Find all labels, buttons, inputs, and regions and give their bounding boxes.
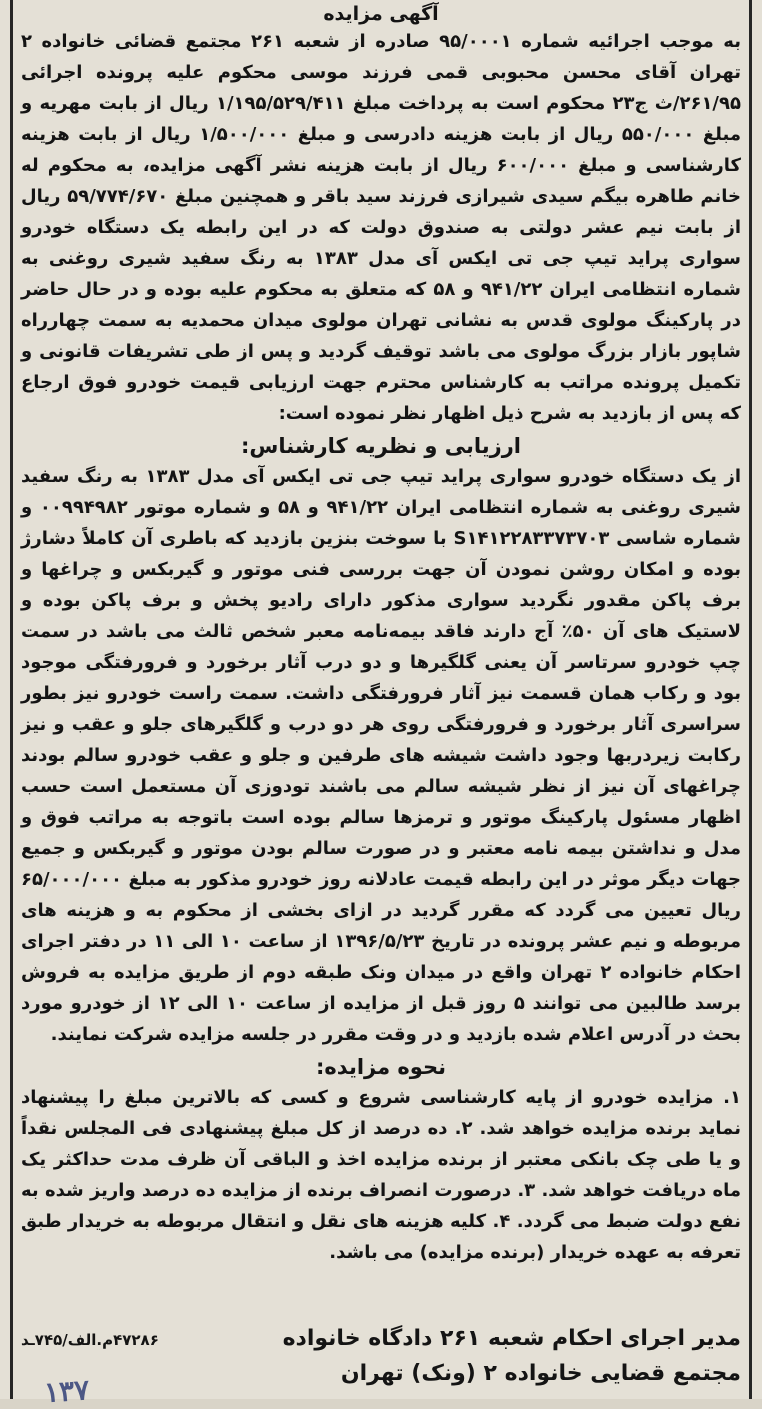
expert-heading: ارزیابی و نظریه کارشناس: (241, 434, 521, 458)
notice-body (21, 0, 741, 1399)
signature-row-1 (21, 1322, 741, 1357)
method-heading: نحوه مزایده: (316, 1055, 446, 1079)
notice-frame (10, 0, 752, 1399)
notice-title: آگهی مزایده (323, 3, 439, 25)
method-paragraph: ۱. مزایده خودرو از پایه کارشناسی شروع و کسی که بالاترین مبلغ را پیشنهاد نماید برنده مزایده خواهد شد. ۲. ده درصد از کل مبلغ پیشنهادی فی المجلس نقداً و یا طی چک بانکی معتبر از برنده مزایده اخذ و الباقی آن ظرف مدت حداکثر یک ماه دریافت خواهد شد. ۳. درصورت انصراف برنده از مزایده ده درصد واریز شده به نفع دولت ضبط می گردد. ۴. کلیه هزینه های نقل و انتقال مربوطه به خریدار طبق تعرفه به عهده خریدار (برنده مزایده) می باشد. (21, 1087, 742, 1263)
expert-paragraph: از یک دستگاه خودرو سواری پراید تیپ جی تی ایکس آی مدل ۱۳۸۳ به رنگ سفید شیری روغنی به شماره انتظامی ایران ۹۴۱/۲۲ و ۵۸ و شماره موتور ۰۰۹۹۴۹۸۲ و شماره شاسی S۱۴۱۲۲۸۳۳۷۳۷۰۳ با سوخت بنزین بازدید که باطری آن کاملاً دشارژ بوده و امکان روشن نمودن آن جهت بررسی فنی موتور و گیربکس و چراغها و برف پاکن مقدور نگردید سواری مذکور دارای رادیو پخش و برف پاکن بوده و لاستیک های آن ۵۰٪ آج دارند فاقد بیمه‌نامه معبر شخص ثالث می باشد در سمت چپ خودرو سرتاسر آن یعنی گلگیرها و دو درب آثار برخورد و فرورفتگی موجود بود و رکاب همان قسمت نیز آثار فرورفتگی داشت. سمت راست خودرو نیز بطور سراسری آثار برخورد و فرورفتگی روی هر دو درب و گلگیرهای جلو و عقب و نیز رکابت زیردربها وجود داشت شیشه های طرفین و جلو و عقب خودرو سالم بودند چراغهای آن نیز از نظر شیشه سالم می باشند تودوزی آن مستعمل است حسب اظهار مسئول پارکینگ موتور و ترمزها سالم بوده است باتوجه به مراتب فوق و مدل و نداشتن بیمه نامه معتبر و در صورت سالم بودن موتور و گیربکس و جمیع جهات دیگر موثر در این رابطه قیمت عادلانه روز خودرو مذکور به مبلغ ۶۵/۰۰۰/۰۰۰ ریال تعیین می گردد که مقرر گردید در ازای بخشی از محکوم به و هزینه های مربوطه و نیم عشر پرونده در تاریخ ۱۳۹۶/۵/۲۳ از ساعت ۱۰ الی ۱۱ در دفتر اجرای احکام خانواده ۲ تهران واقع در میدان ونک طبقه دوم از طریق مزایده به فروش برسد طالبین می توانند ۵ روز قبل از مزایده از ساعت ۱۰ الی ۱۲ از خودرو مورد بحث در آدرس اعلام شده بازدید و در وقت مقرر در جلسه مزایده شرکت نمایند. (21, 466, 741, 1045)
signature-title: مدیر اجرای احکام شعبه ۲۶۱ دادگاه خانواده (282, 1326, 741, 1351)
reference-code: ۴۷۲۸۶م.الف/۷۴۵ـد (21, 1331, 159, 1349)
intro-paragraph: به موجب اجرائیه شماره ۹۵/۰۰۰۱ صادره از شعبه ۲۶۱ مجتمع قضائی خانواده ۲ تهران آقای محسن محبوبی قمی فرزند موسی محکوم علیه پرونده اجرائی ۲۶۱/۹۵/ث ج۲۳ محکوم است به پرداخت مبلغ ۱/۱۹۵/۵۲۹/۴۱۱ ریال از بابت مهریه و مبلغ ۵۵۰/۰۰۰ ریال از بابت هزینه دادرسی و مبلغ ۱/۵۰۰/۰۰۰ ریال از بابت هزینه کارشناسی و مبلغ ۶۰۰/۰۰۰ ریال از بابت هزینه نشر آگهی مزایده، به محکوم له خانم طاهره بیگم سیدی شیرازی فرزند سید باقر و همچنین مبلغ ۵۹/۷۷۴/۶۷۰ ریال از بابت نیم عشر دولتی به صندوق دولت که در این رابطه یک دستگاه خودرو سواری پراید تیپ جی تی ایکس آی مدل ۱۳۸۳ به رنگ سفید شیری روغنی به شماره انتظامی ایران ۹۴۱/۲۲ و ۵۸ که متعلق به محکوم علیه بوده و در حال حاضر در پارکینگ مولوی قدس به نشانی تهران مولوی میدان محمدیه به سمت چهارراه شاپور بازار بزرگ مولوی می باشد توقیف گردید و پس از طی تشریفات قانونی و تکمیل پرونده مراتب به کارشناس محترم جهت ارزیابی قیمت خودرو فوق ارجاع که پس از بازدید به شرح ذیل اظهار نظر نموده است: (21, 31, 742, 424)
handwritten-number: ۱۳۷ (43, 1373, 91, 1409)
signature-court: مجتمع قضایی خانواده ۲ (ونک) تهران (340, 1361, 741, 1386)
